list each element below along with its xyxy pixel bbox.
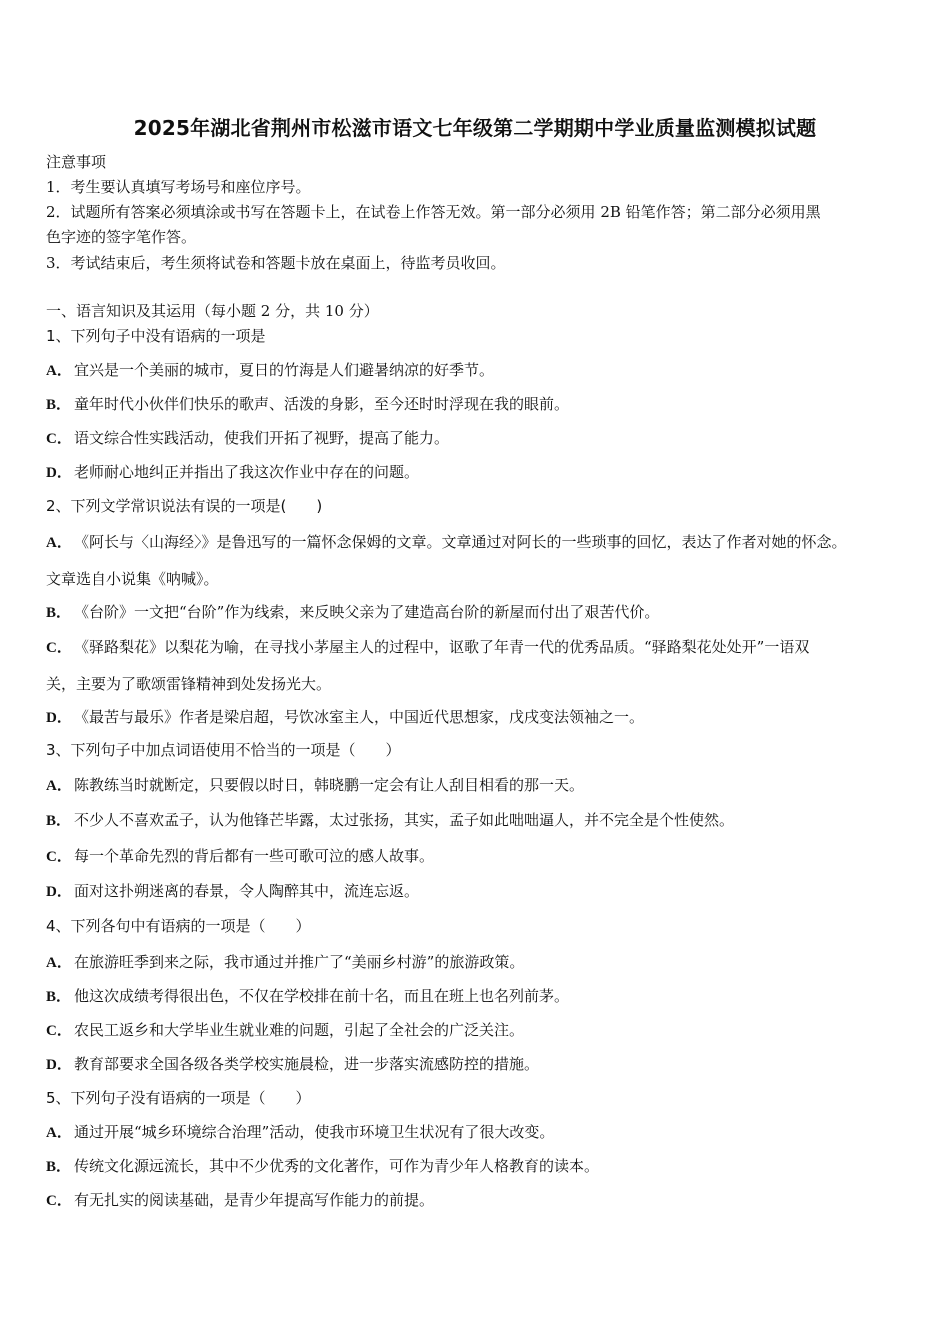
option-d (46, 881, 419, 902)
option-text: 他这次成绩考得很出色，不仅在学校排在前十名，而且在班上也名列前茅。 (74, 987, 570, 1005)
option-label: B． (46, 1159, 72, 1175)
option-text: 传统文化源远流长，其中不少优秀的文化著作，可作为青少年人格教育的读本。 (74, 1157, 600, 1175)
option-a (46, 532, 847, 553)
option-c (46, 1190, 434, 1211)
option-text: 童年时代小伙伴们快乐的歌声、活泼的身影，至今还时时浮现在我的眼前。 (74, 395, 570, 413)
option-d (46, 1054, 539, 1075)
question-stem: 3、下列句子中加点词语使用不恰当的一项是（ ） (46, 741, 401, 759)
option-label: B． (46, 605, 72, 621)
option-label: B． (46, 397, 72, 413)
question-stem: 4、下列各句中有语病的一项是（ ） (46, 917, 311, 935)
option-c (46, 428, 449, 449)
option-c (46, 1020, 524, 1041)
option-label: C． (46, 431, 72, 447)
option-d (46, 462, 419, 483)
option-text: 通过开展“城乡环境综合治理”活动，使我市环境卫生状况有了很大改变。 (74, 1123, 555, 1141)
option-text: 陈教练当时就断定，只要假以时日，韩晓鹏一定会有让人刮目相看的那一天。 (74, 776, 585, 794)
option-label: B． (46, 989, 72, 1005)
option-text: 教育部要求全国各级各类学校实施晨检，进一步落实流感防控的措施。 (74, 1055, 540, 1073)
option-c (46, 637, 809, 658)
option-c (46, 846, 434, 867)
option-label: C． (46, 849, 72, 865)
option-label: C． (46, 1023, 72, 1039)
option-label: B． (46, 813, 72, 829)
option-label: D． (46, 710, 72, 726)
option-a (46, 952, 524, 973)
question-stem: 5、下列句子没有语病的一项是（ ） (46, 1089, 311, 1107)
option-text: 老师耐心地纠正并指出了我这次作业中存在的问题。 (74, 463, 420, 481)
option-text: 农民工返乡和大学毕业生就业难的问题，引起了全社会的广泛关注。 (74, 1021, 525, 1039)
option-text: 语文综合性实践活动，使我们开拓了视野，提高了能力。 (74, 429, 450, 447)
option-text: 宜兴是一个美丽的城市，夏日的竹海是人们避暑纳凉的好季节。 (74, 361, 495, 379)
option-continuation: 文章选自小说集《呐喊》。 (46, 570, 219, 588)
option-b (46, 602, 659, 623)
option-a (46, 360, 494, 381)
option-label: D． (46, 465, 72, 481)
option-a (46, 775, 584, 796)
option-label: A． (46, 363, 72, 379)
option-b (46, 394, 569, 415)
option-text: 《最苦与最乐》作者是梁启超，号饮冰室主人，中国近代思想家，戊戌变法领袖之一。 (74, 708, 645, 726)
option-text: 不少人不喜欢孟子，认为他锋芒毕露，太过张扬，其实，孟子如此咄咄逼人，并不完全是个性使然。 (74, 811, 735, 829)
option-label: C． (46, 1193, 72, 1209)
notice-item: 1．考生要认真填写考场号和座位序号。 (46, 178, 311, 196)
option-text: 面对这扑朔迷离的春景，令人陶醉其中，流连忘返。 (74, 882, 420, 900)
option-label: C． (46, 640, 72, 656)
option-a (46, 1122, 554, 1143)
option-label: A． (46, 1125, 72, 1141)
option-text: 《驿路梨花》以梨花为喻，在寻找小茅屋主人的过程中，讴歌了年青一代的优秀品质。“驿路梨花处处开”一语双 (74, 638, 810, 656)
option-text: 《阿长与〈山海经〉》是鲁迅写的一篇怀念保姆的文章。文章通过对阿长的一些琐事的回忆，表达了作者对她的怀念。 (74, 533, 847, 551)
section-heading: 一、语言知识及其运用（每小题 2 分，共 10 分） (46, 302, 379, 320)
option-text: 每一个革命先烈的背后都有一些可歌可泣的感人故事。 (74, 847, 435, 865)
option-label: A． (46, 955, 72, 971)
page-title: 2025年湖北省荆州市松滋市语文七年级第二学期期中学业质量监测模拟试题 (133, 116, 817, 140)
option-text: 《台阶》一文把“台阶”作为线索，来反映父亲为了建造高台阶的新屋而付出了艰苦代价。 (74, 603, 660, 621)
option-b (46, 986, 569, 1007)
option-label: A． (46, 778, 72, 794)
option-continuation: 关，主要为了歌颂雷锋精神到处发扬光大。 (46, 675, 332, 693)
option-label: D． (46, 884, 72, 900)
question-stem: 1、下列句子中没有语病的一项是 (46, 327, 266, 345)
notice-item: 2．试题所有答案必须填涂或书写在答题卡上，在试卷上作答无效。第一部分必须用 2B 铅笔作答；第二部分必须用黑 (46, 203, 821, 221)
option-label: D． (46, 1057, 72, 1073)
notice-item: 3．考试结束后，考生须将试卷和答题卡放在桌面上，待监考员收回。 (46, 254, 506, 272)
question-stem: 2、下列文学常识说法有误的一项是( ) (46, 497, 323, 515)
option-b (46, 1156, 599, 1177)
option-d (46, 707, 644, 728)
notice-heading: 注意事项 (46, 153, 107, 171)
option-label: A． (46, 535, 72, 551)
option-b (46, 810, 734, 831)
option-text: 有无扎实的阅读基础，是青少年提高写作能力的前提。 (74, 1191, 435, 1209)
option-text: 在旅游旺季到来之际，我市通过并推广了“美丽乡村游”的旅游政策。 (74, 953, 525, 971)
notice-item: 色字迹的签字笔作答。 (46, 228, 197, 246)
